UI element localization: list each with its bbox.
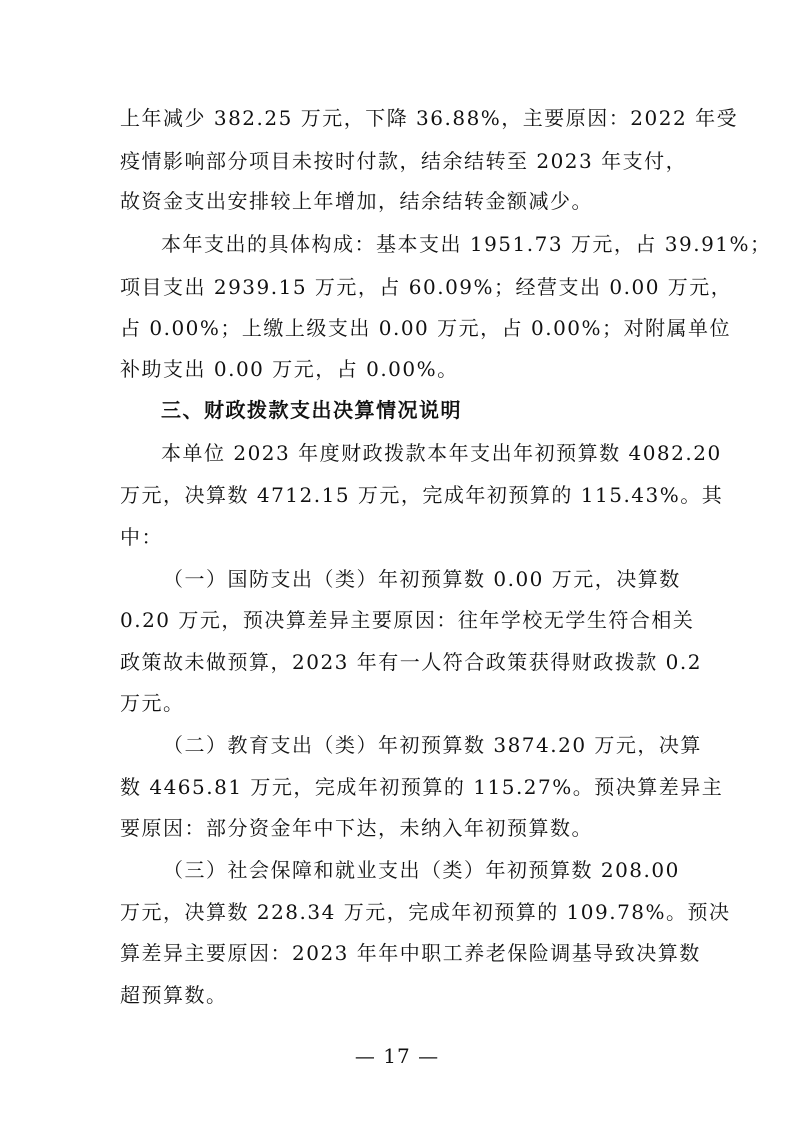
text-line: 万元。 <box>120 691 185 715</box>
text-line: （三）社会保障和就业支出（类）年初预算数 208.00 <box>163 858 680 882</box>
section-heading: 三、财政拨款支出决算情况说明 <box>161 398 462 422</box>
text-line: （二）教育支出（类）年初预算数 3874.20 万元，决算 <box>163 733 702 757</box>
text-line: 故资金支出安排较上年增加，结余结转金额减少。 <box>120 189 593 213</box>
text-line: 超预算数。 <box>120 983 228 1007</box>
text-line: 算差异主要原因：2023 年年中职工养老保险调基导致决算数 <box>120 941 701 965</box>
text-line: 要原因：部分资金年中下达，未纳入年初预算数。 <box>120 816 593 840</box>
text-line: 补助支出 0.00 万元，占 0.00%。 <box>120 357 459 381</box>
text-line: （一）国防支出（类）年初预算数 0.00 万元，决算数 <box>163 567 681 591</box>
text-line: 项目支出 2939.15 万元，占 60.09%；经营支出 0.00 万元， <box>120 275 733 299</box>
text-line: 万元，决算数 228.34 万元，完成年初预算的 109.78%。预决 <box>120 900 731 924</box>
text-line: 政策故未做预算，2023 年有一人符合政策获得财政拨款 0.2 <box>120 650 702 674</box>
page-number: — 17 — <box>354 1044 440 1068</box>
text-line: 本单位 2023 年度财政拨款本年支出年初预算数 4082.20 <box>161 441 722 465</box>
text-line: 万元，决算数 4712.15 万元，完成年初预算的 115.43%。其 <box>120 483 724 507</box>
text-line: 上年减少 382.25 万元，下降 36.88%，主要原因：2022 年受 <box>120 106 739 130</box>
text-line: 数 4465.81 万元，完成年初预算的 115.27%。预决算差异主 <box>120 775 724 799</box>
text-line: 本年支出的具体构成：基本支出 1951.73 万元，占 39.91%； <box>161 232 772 256</box>
text-line: 占 0.00%；上缴上级支出 0.00 万元，占 0.00%；对附属单位 <box>120 316 732 340</box>
text-line: 0.20 万元，预决算差异主要原因：往年学校无学生符合相关 <box>120 608 695 632</box>
text-line: 疫情影响部分项目未按时付款，结余结转至 2023 年支付， <box>120 149 688 173</box>
text-line: 中： <box>120 525 163 549</box>
